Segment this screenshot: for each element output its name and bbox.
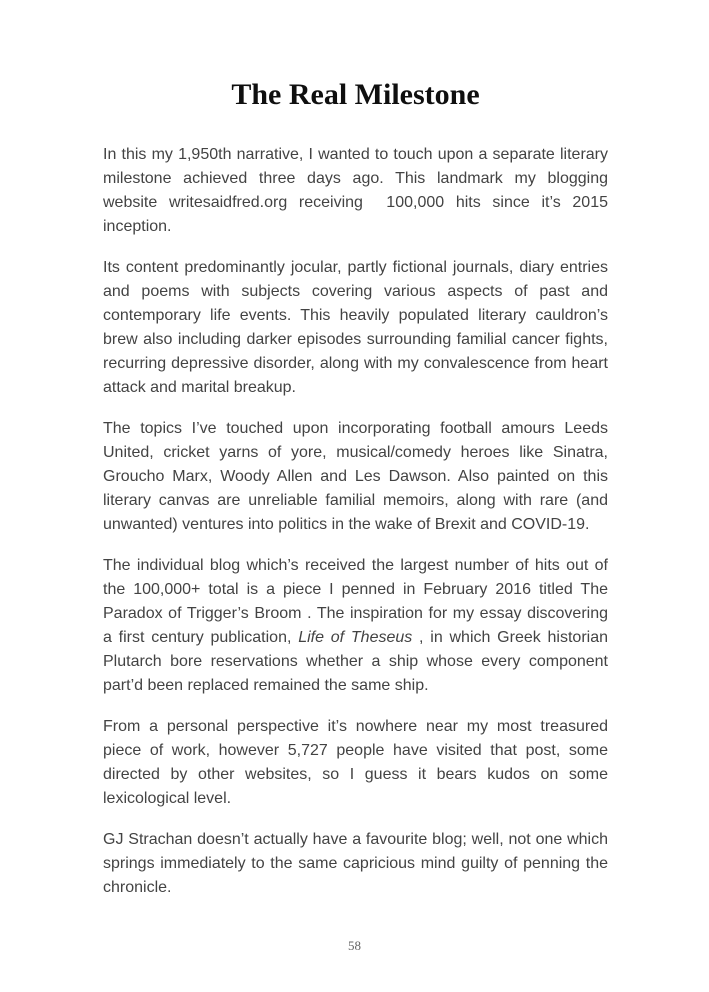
text-run: Its content predominantly jocular, partly fictional journals, diary entries and poems with subjects covering various aspects of past and contemporary life events. This heavily populated literary cauldron’s brew also including darker episodes surrounding familial cancer fights, recurring depressive disorder, along with my convalescence from heart attack and marital breakup. [103, 259, 613, 396]
text-run: GJ Strachan doesn’t actually have a favourite blog; well, not one which springs immediately to the same capricious mind guilty of penning the chronicle. [103, 831, 613, 896]
paragraph [103, 554, 613, 698]
page-number: 58 [348, 938, 361, 953]
document-content [103, 78, 613, 917]
text-run: , in which Greek historian Plutarch bore reservations whether a ship whose every component part’d been replaced remained the same ship. [103, 629, 613, 694]
paragraph [103, 256, 613, 400]
text-run-italic-book-title: Life of Theseus [298, 629, 413, 646]
paragraph [103, 828, 613, 900]
text-run: The topics I’ve touched upon incorporating football amours Leeds United, cricket yarns of yore, musical/comedy heroes like Sinatra, Groucho Marx, Woody Allen and Les Dawson. Also painted on this literary canvas are unreliable familial memoirs, along with rare (and unwanted) ventures into politics in the wake of Brexit and COVID-19. [103, 420, 613, 533]
paragraph [103, 143, 613, 239]
paragraph [103, 417, 613, 537]
text-run: In this my 1,950th narrative, I wanted to touch upon a separate literary milestone achieved three days ago. This landmark my blogging website writesaidfred.org receiving 100,000 hits since it’s 2015 inception. [103, 146, 613, 235]
text-run: From a personal perspective it’s nowhere near my most treasured piece of work, however 5,727 people have visited that post, some directed by other websites, so I guess it bears kudos on some lexicological level. [103, 718, 613, 807]
paragraph [103, 715, 613, 811]
page-title: The Real Milestone [231, 78, 480, 111]
text-run: The individual blog which’s received the largest number of hits out of the 100,000+ total is a piece I penned in February 2016 titled The Paradox of Trigger’s Broom . The inspiration for my essay discovering a first century publication, [103, 557, 613, 646]
